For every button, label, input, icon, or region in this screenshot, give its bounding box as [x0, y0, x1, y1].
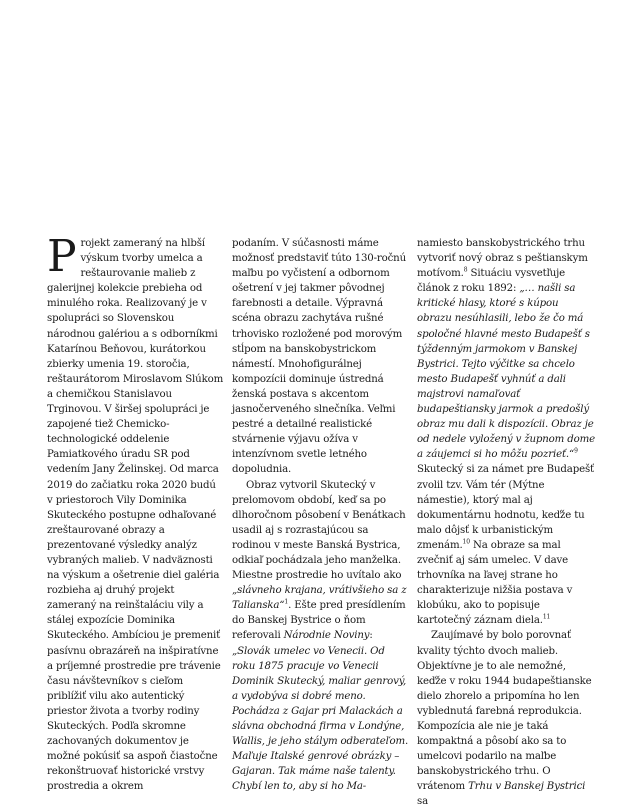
paragraph	[417, 236, 595, 628]
artwork-title: Trhu v Banskej Bystrici	[468, 781, 586, 793]
text-run: . Ešte pred presídlením do Banskej Bystrice o ňom referovali	[232, 600, 406, 642]
text-column-1	[47, 231, 224, 794]
text-run: Skutecký si za námet pre Budapešť zvolil tzv. Vám tér (Mýtne námestie), ktorý mal aj dokumentárnu hodnotu, keďže tu malo dôjsť k urbanistickým zmenám.	[417, 464, 594, 551]
paragraph	[232, 478, 409, 795]
footnote-ref: 9	[574, 447, 578, 455]
text-run: rojekt zameraný na hlbší výskum tvorby umelca a reštaurovanie malieb z galerijnej kolekcie prebieha od minulého roka. Realizovaný je v spolupráci so Slovenskou národnou galériou a s odborníkmi Katarínou Beňovou, kurátorkou zbierky umenia 19. storočia, reštaurátorom Miroslavom Slúkom a chemičkou Stanislavou Trginovou. V širšej spolupráci je zapojené tiež Chemicko-technologické oddelenie Pamiatkového úradu SR pod vedením Jany Želinskej. Od marca 2019 do začiatku roka 2020 budú v priestoroch Vily Dominika Skuteckého postupne odhaľované zreštaurované obrazy a prezentované výsledky analýz vybraných malieb. V nadväznosti na výskum a ošetrenie diel galéria rozbieha aj druhý projekt zameraný na reinštaláciu vily a stálej expozície Dominika Skuteckého. Ambíciou je premeniť pasívnu obrazáreň na inšpiratívne a príjemné prostredie pre trávenie času návštevníkov s cieľom priblížiť vilu ako autentický priestor života a tvorby rodiny Skuteckých. Podľa skromne zachovaných dokumentov je možné pokúsiť sa aspoň čiastočne rekonštruovať historické vrstvy prostredia a okrem	[47, 238, 224, 793]
text-run: Situáciu vysvetľuje článok z roku 1892:	[417, 268, 565, 295]
paragraph	[47, 231, 224, 794]
text-run: :	[369, 630, 373, 642]
paragraph	[417, 628, 595, 809]
footnote-ref: 1	[284, 598, 289, 606]
footnote-ref: 10	[462, 538, 470, 546]
quote: „slávneho krajana, vrátivšieho sa z Talianska“	[232, 585, 407, 612]
source-title: Národnie Noviny	[283, 630, 370, 642]
drop-cap: P	[47, 231, 77, 282]
text-run: Zaujímavé by bolo porovnať kvality týchto dvoch malieb. Objektívne je to ale nemožné, keďže v roku 1944 budapeštianske dielo zhorelo a pripomína ho len vyblednutá farebná reprodukcia. Kompozícia ale nie je taká kompaktná a pôsobí ako sa to umelcovi podarilo na maľbe banskobystrického trhu. O vrátenom	[417, 630, 592, 793]
quote: „Slovák umelec vo Venecii. Od roku 1875 pracuje vo Venecii Dominik Skutecký, maliar genrový, a vydobýva si dobré meno. Pochádza z Gajar pri Malackách a slávna obchodná firma v Londýne, Wallis, je jeho stálym odberateľom. Maľuje Italské genrové obrázky – Gajaran. Tak máme naše talenty. Chybí len to, aby si ho Ma-	[232, 645, 409, 793]
footnote-ref: 8	[463, 266, 468, 274]
text-column-2	[232, 236, 409, 794]
text-run: sa	[417, 796, 429, 808]
text-run: namiesto banskobystrického trhu vytvoriť nový obraz s peštianskym motívom.	[417, 238, 588, 280]
paragraph: podaním. V súčasnosti máme možnosť predstaviť túto 130-ročnú maľbu po vyčistení a odbornom ošetrení v jej takmer pôvodnej farebnosti a detaile. Výpravná scéna obrazu zachytáva rušné trhovisko rozložené pod morovým stĺpom na banskobystrickom námestí. Mnohofigurálnej kompozícii dominuje ústredná ženská postava s akcentom jasnočerveného slnečníka. Veľmi pestré a detailné realistické stvárnenie výjavu ožíva v intenzívnom svetle letného dopoludnia.	[232, 238, 406, 476]
quote: „… našli sa kritické hlasy, ktoré s kúpou obrazu nesúhlasili, lebo že čo má spoločné hlavné mesto Budapešť s týždenným jarmokom v Banskej Bystrici. Tejto výčitke sa chcelo mesto Budapešť vyhnúť a dali majstrovi namaľovať budapeštiansky jarmok a predošlý obraz mu dali k dispozícii. Obraz je od nedele vyložený v župnom dome a záujemci si ho môžu pozrieť.“	[417, 283, 595, 461]
text-column-3	[417, 236, 595, 810]
text-run: Obraz vytvoril Skutecký v prelomovom období, keď sa po dlhoročnom pôsobení v Benátkach usadil aj s rozrastajúcou sa rodinou v meste Banská Bystrica, odkiaľ pochádzala jeho manželka. Miestne prostredie ho uvítalo ako	[232, 479, 406, 582]
text-run: Na obraze sa mal zvečniť aj sám umelec. V dave trhovníka na ľavej strane ho charakterizuje nižšia postava v klobúku, ako to popisuje kartotečný záznam diela.	[417, 539, 573, 627]
footnote-ref: 11	[542, 613, 551, 621]
